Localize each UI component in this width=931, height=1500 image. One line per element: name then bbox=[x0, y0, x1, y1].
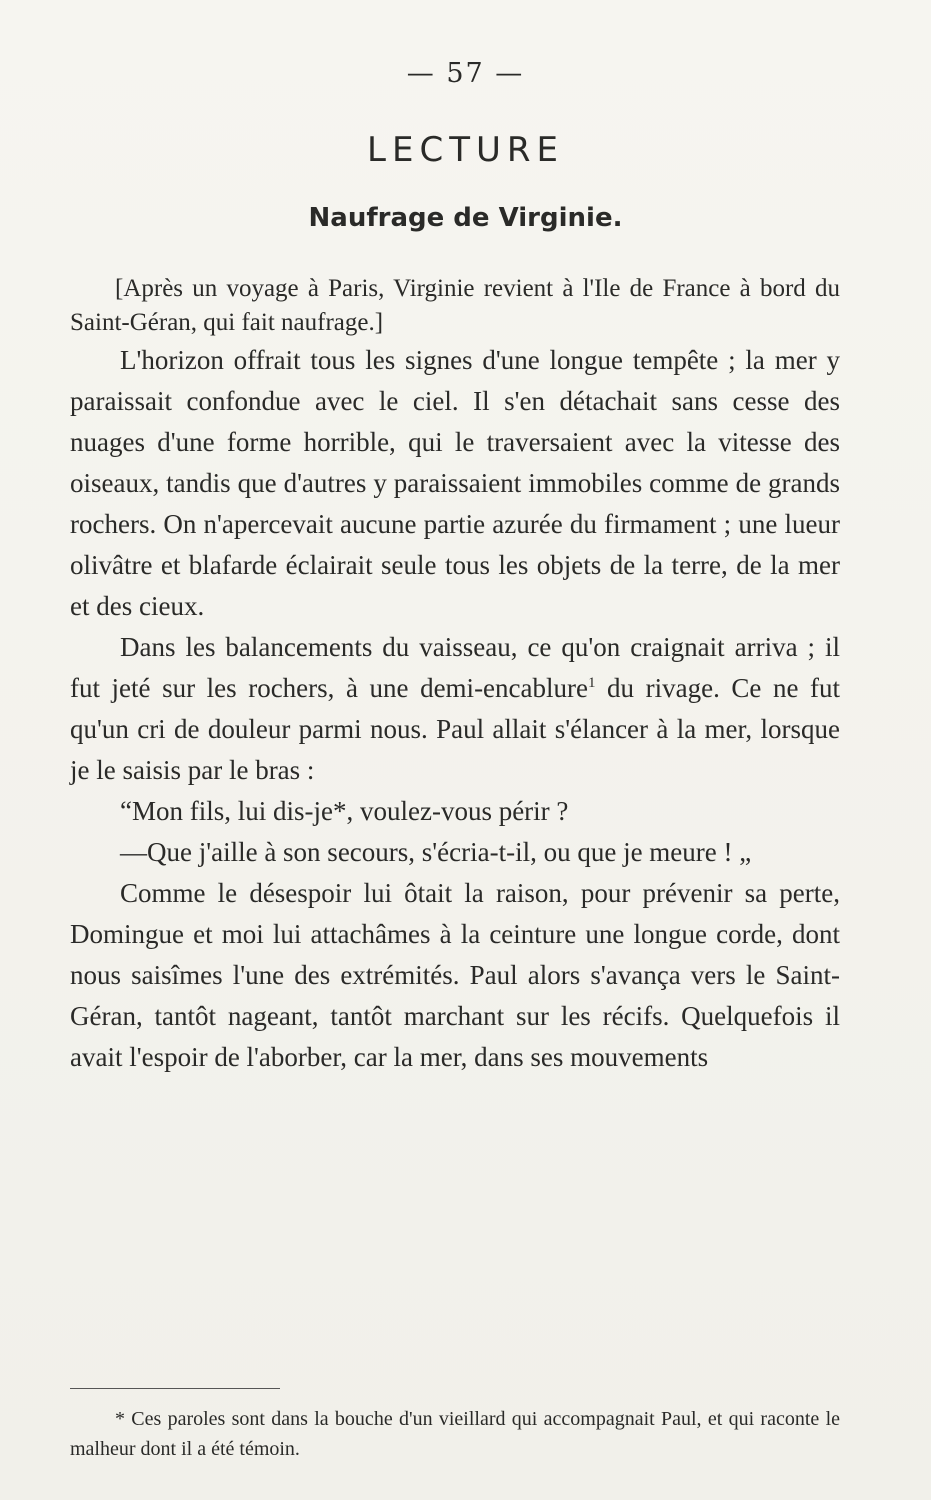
paragraph-horizon: L'horizon offrait tous les signes d'une longue tempête ; la mer y paraissait confondue avec le ciel. Il s'en détachait sans cesse des nuages d'une forme horrible, qui le traversaient avec la vitesse des oiseaux, tandis que d'autres y paraissaient immobiles comme de grands rochers. On n'apercevait aucune partie azurée du firmament ; une lueur olivâtre et blafarde éclairait seule tous les objets de la terre, de la mer et des cieux. bbox=[70, 345, 840, 621]
page-number: — 57 — bbox=[406, 58, 525, 89]
paragraph-balancements-start: Dans les balancements du vaisseau, ce qu'on craignait arriva ; il fut jeté sur les rochers, à une demi-encablure bbox=[70, 632, 840, 703]
footnote-marker: 1 bbox=[587, 675, 596, 691]
paragraph-balancements-end: du rivage. Ce ne fut qu'un cri de douleur parmi nous. Paul allait s'élancer à la mer, lorsque je le saisis par le bras : bbox=[70, 673, 840, 785]
paragraph-desespoir: Comme le désespoir lui ôtait la raison, pour prévenir sa perte, Domingue et moi lui attachâmes à la ceinture une longue corde, dont nous saisîmes l'une des extrémités. Paul alors s'avança vers le Saint-Géran, tantôt nageant, tantôt marchant sur les récifs. Quelquefois il avait l'espoir de l'aborber, car la mer, dans ses mouvements bbox=[70, 878, 840, 1072]
dialogue-line-2: —Que j'aille à son secours, s'écria-t-il, ou que je meure ! „ bbox=[120, 837, 752, 867]
dialogue-line-1: “Mon fils, lui dis-je*, voulez-vous périr ? bbox=[120, 796, 569, 826]
footnote-divider bbox=[70, 1388, 280, 1389]
reading-subtitle: Naufrage de Virginie. bbox=[308, 203, 623, 233]
intro-paragraph: [Après un voyage à Paris, Virginie revient à l'Ile de France à bord du Saint-Géran, qui fait naufrage.] bbox=[70, 275, 840, 336]
reading-text bbox=[70, 272, 840, 1078]
footnote: * Ces paroles sont dans la bouche d'un vieillard qui accompagnait Paul, et qui raconte le malheur dont il a été témoin. bbox=[70, 1408, 840, 1460]
section-title: LECTURE bbox=[367, 130, 564, 170]
paragraph-balancements bbox=[70, 627, 840, 791]
